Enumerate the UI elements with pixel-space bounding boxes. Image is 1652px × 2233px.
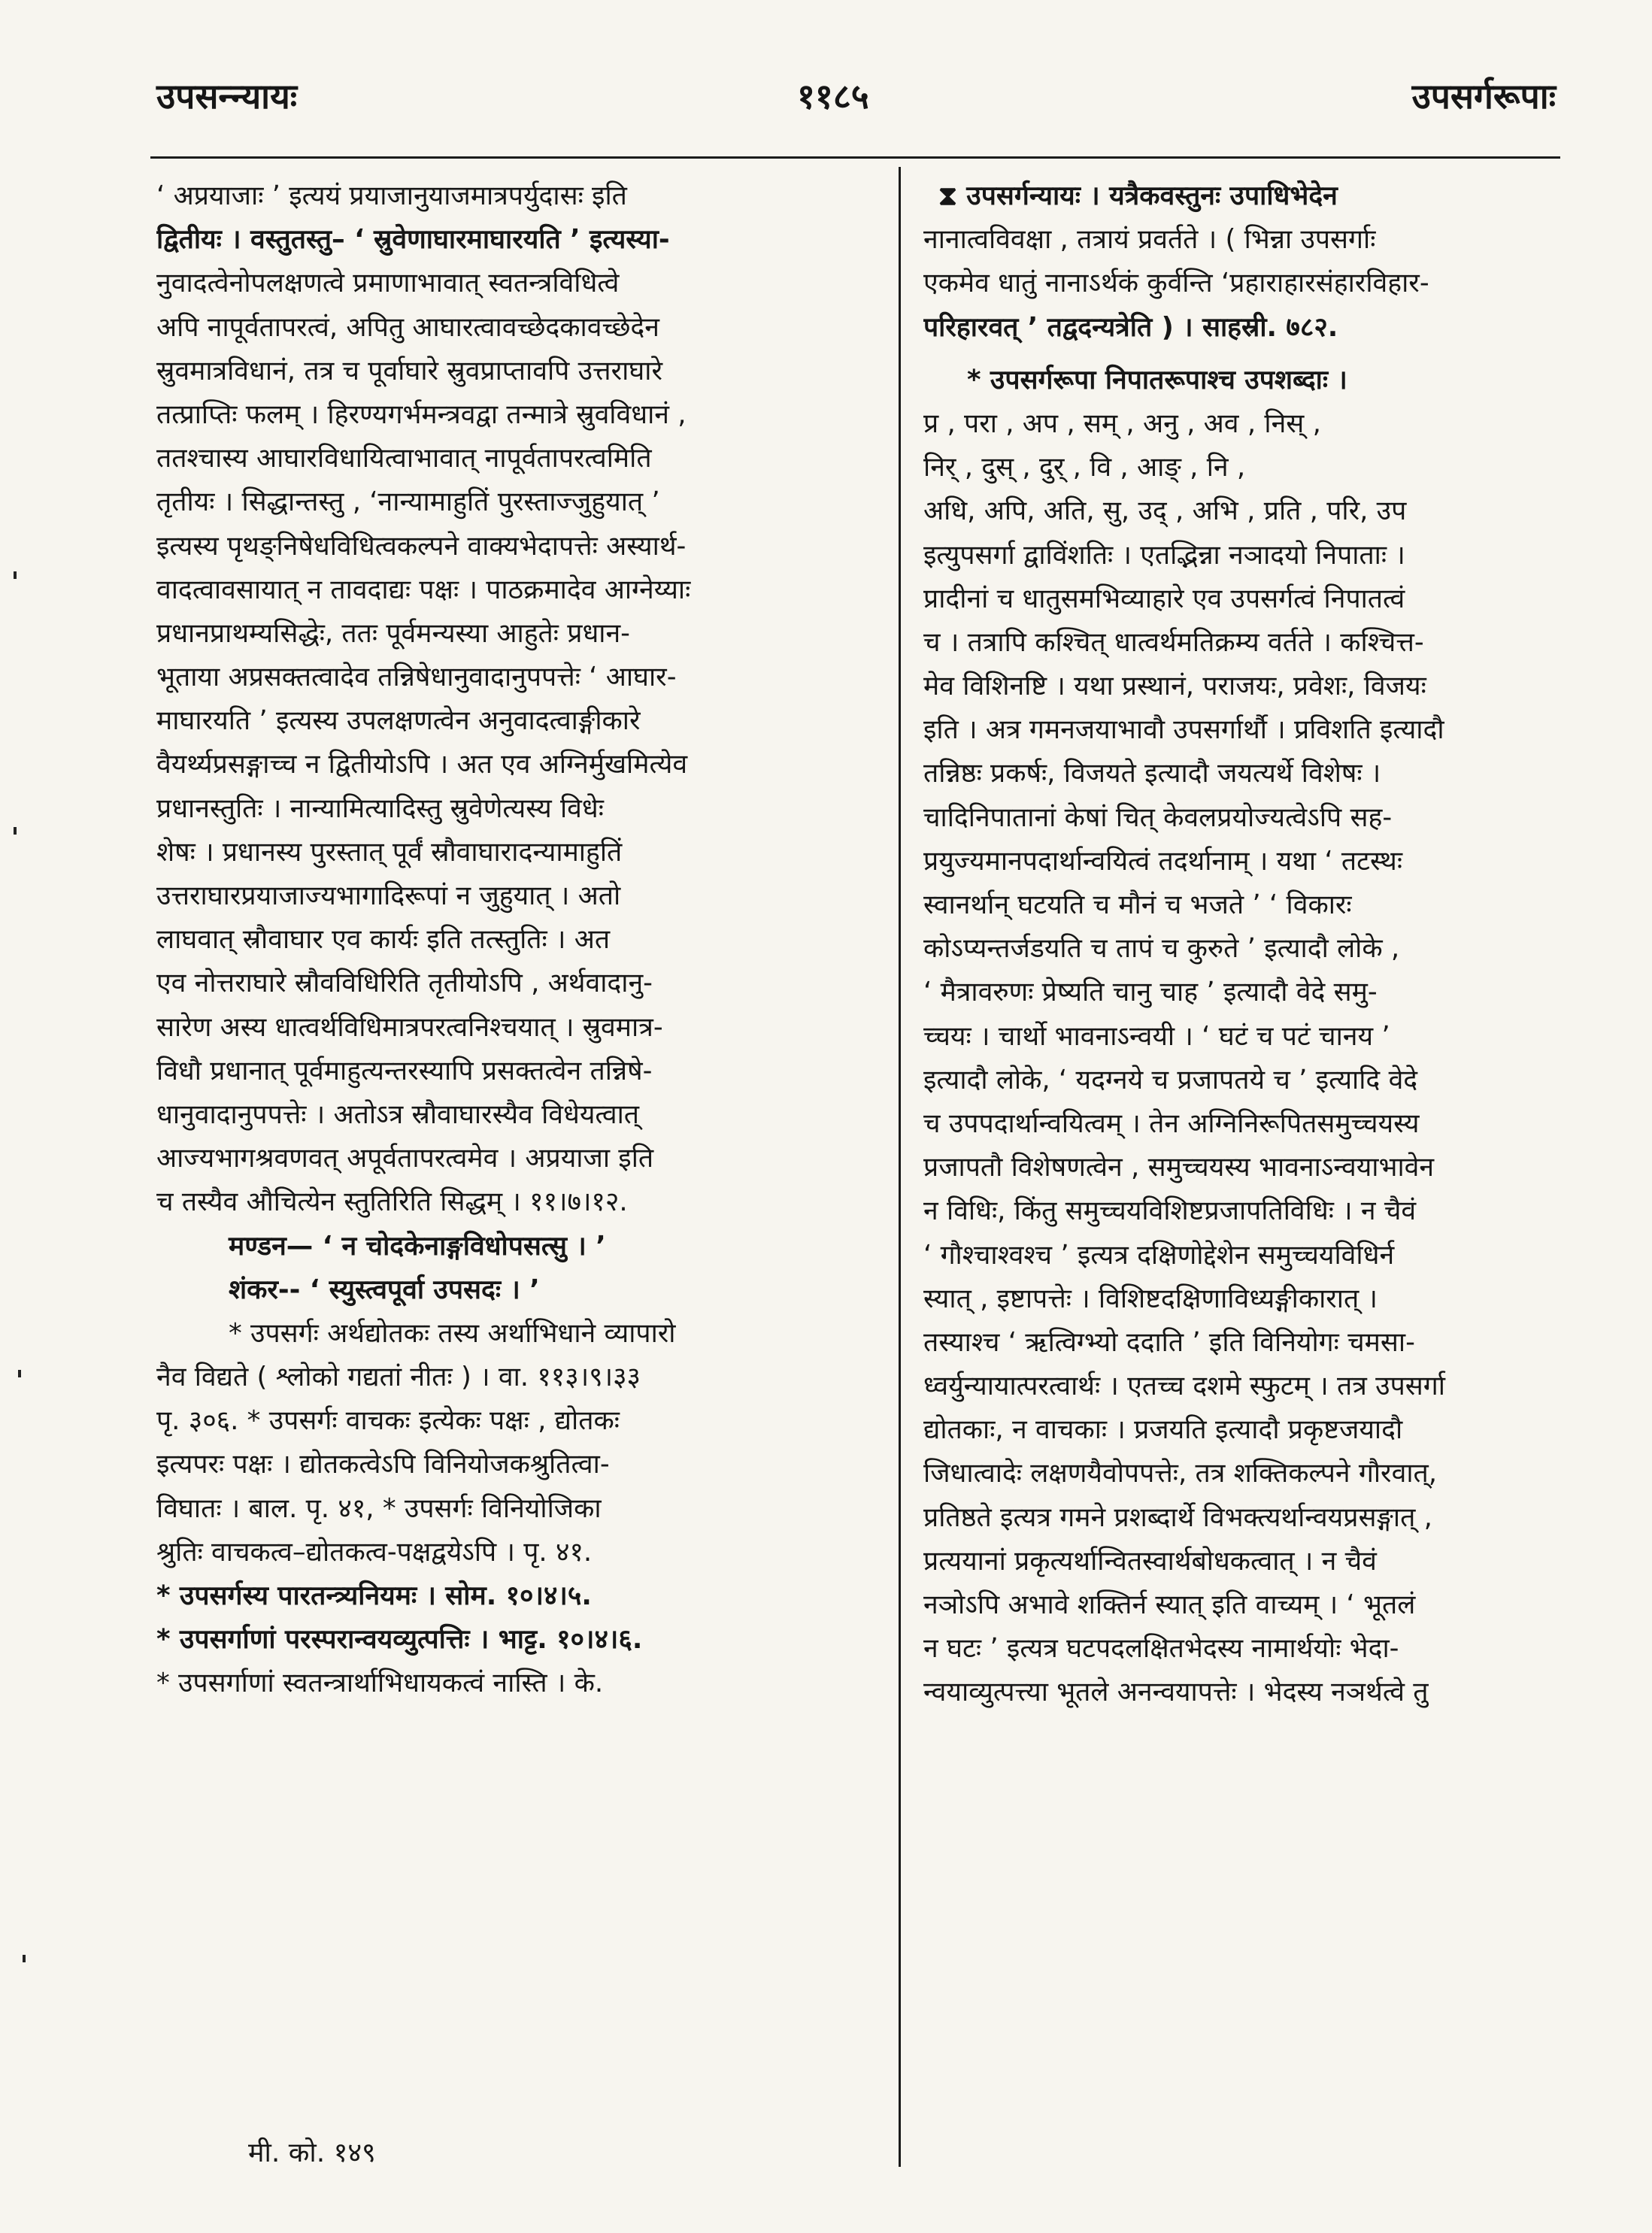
text-line: तस्याश्च ‘ ऋत्विग्भ्यो ददाति ’ इति विनियोगः चमसा-	[923, 1326, 1415, 1358]
margin-speck	[23, 1955, 26, 1962]
text-line: शेषः । प्रधानस्य पुरस्तात् पूर्वं स्रौवाघारादन्यामाहुतिं	[156, 836, 623, 868]
text-line: प्रादीनां च धातुसमभिव्याहारे एव उपसर्गत्वं निपातत्वं	[923, 583, 1405, 614]
text-line: * उपसर्गाणां स्वतन्त्रार्थाभिधायकत्वं नास्ति । के.	[156, 1668, 604, 1699]
text-line: नञोऽपि अभावे शक्तिर्न स्यात् इति वाच्यम् । ‘ भूतलं	[923, 1589, 1416, 1620]
text-line: निर् , दुस् , दुर् , वि , आङ् , नि ,	[923, 452, 1246, 483]
text-line: माघारयति ’ इत्यस्य उपलक्षणत्वेन अनुवादत्वाङ्गीकारे	[156, 705, 641, 737]
column-divider	[899, 167, 901, 2167]
text-line: धानुवादानुपपत्तेः । अतोऽत्र स्रौवाघारस्यैव विधेयत्वात्	[156, 1098, 639, 1130]
text-line: श्रुतिः वाचकत्व–द्योतकत्व-पक्षद्वयेऽपि । पृ. ४१.	[156, 1536, 593, 1568]
header-rule	[150, 156, 1560, 159]
text-line: च्चयः । चार्थो भावनाऽन्वयी । ‘ घटं च पटं चानय ’	[923, 1020, 1390, 1052]
text-line: शंकर-- ‘ स्युस्त्वपूर्वा उपसदः । ’	[229, 1274, 540, 1305]
text-line: प्र , परा , अप , सम् , अनु , अव , निस् ,	[923, 408, 1321, 439]
text-line: प्रयुज्यमानपदार्थान्वयित्वं तदर्थानाम् । यथा ‘ तटस्थः	[923, 845, 1402, 877]
text-line: इत्यस्य पृथङ्निषेधविधित्वकल्पने वाक्यभेदापत्तेः अस्यार्थ-	[156, 530, 687, 562]
text-line: उत्तराघारप्रयाजाज्यभागादिरूपां न जुहुयात् । अतो	[156, 880, 621, 911]
text-line: वादत्वावसायात् न तावदाद्यः पक्षः । पाठक्रमादेव आग्नेय्याः	[156, 574, 691, 605]
running-head-left: उपसन्न्यायः	[156, 76, 298, 117]
text-line: परिहारवत् ’ तद्वदन्यत्रेति ) । साहस्री. ७८२.	[923, 311, 1338, 343]
text-line: तन्निष्ठः प्रकर्षः, विजयते इत्यादौ जयत्यर्थे विशेषः ।	[923, 758, 1381, 789]
text-line: न घटः ’ इत्यत्र घटपदलक्षितभेदस्य नामार्थयोः भेदा-	[923, 1633, 1399, 1665]
text-line: सारेण अस्य धात्वर्थविधिमात्रपरत्वनिश्चयात् । स्रुवमात्र-	[156, 1011, 663, 1043]
text-line: * उपसर्गाणां परस्परान्वयव्युत्पत्तिः । भाट्ट. १०।४।६.	[156, 1624, 643, 1656]
text-line: भूताया अप्रसक्तत्वादेव तन्निषेधानुवादानुपपत्तेः ‘ आघार-	[156, 662, 677, 693]
text-line: आज्यभागश्रवणवत् अपूर्वतापरत्वमेव । अप्रयाजा इति	[156, 1143, 654, 1174]
text-line: इत्युपसर्गा द्वाविंशतिः । एतद्भिन्ना नञादयो निपाताः ।	[923, 539, 1405, 571]
text-line: नैव विद्यते ( श्लोको गद्यतां नीतः ) । वा. ११३।९।३३	[156, 1362, 641, 1393]
text-line: न्वयाव्युत्पत्त्या भूतले अनन्वयापत्तेः । भेदस्य नञर्थत्वे तु	[923, 1677, 1429, 1708]
text-line: * उपसर्गः अर्थद्योतकः तस्य अर्थाभिधाने व्यापारो	[229, 1317, 676, 1349]
text-line: जिधात्वादेः लक्षणयैवोपपत्तेः, तत्र शक्तिकल्पने गौरवात्,	[923, 1458, 1438, 1489]
text-line: लाघवात् स्रौवाघार एव कार्यः इति तत्स्तुतिः । अत	[156, 924, 611, 956]
running-head-right: उपसर्गरूपाः	[1411, 76, 1556, 117]
text-line: प्रधानस्तुतिः । नान्यामित्यादिस्तु स्रुवेणेत्यस्य विधेः	[156, 792, 604, 824]
text-line: प्रजापतौ विशेषणत्वेन , समुच्चयस्य भावनाऽन्वयाभावेन	[923, 1152, 1435, 1183]
text-line: नुवादत्वेनोपलक्षणत्वे प्रमाणाभावात् स्वतन्त्रविधित्वे	[156, 268, 620, 299]
text-line: ध्वर्युन्यायात्परत्वार्थः । एतच्च दशमे स्फुटम् । तत्र उपसर्गा	[923, 1371, 1445, 1402]
text-line: न विधिः, किंतु समुच्चयविशिष्टप्रजापतिविधिः । न चैवं	[923, 1195, 1417, 1227]
text-line: * उपसर्गस्य पारतन्त्र्यनियमः । सोम. १०।४।५.	[156, 1580, 592, 1611]
text-line: प्रधानप्राथम्यसिद्धेः, ततः पूर्वमन्यस्या आहुतेः प्रधान-	[156, 617, 630, 649]
margin-speck	[14, 571, 17, 579]
text-line: प्रतिष्ठते इत्यत्र गमने प्रशब्दार्थे विभक्त्यर्थान्वयप्रसङ्गात् ,	[923, 1501, 1432, 1533]
text-line: मण्डन— ‘ न चोदकेनाङ्गविधोपसत्सु । ’	[229, 1230, 606, 1262]
text-line: कोऽप्यन्तर्जडयति च तापं च कुरुते ’ इत्यादौ लोके ,	[923, 933, 1400, 965]
right-column	[923, 174, 1564, 1715]
text-line: * उपसर्गरूपा निपातरूपाश्च उपशब्दाः ।	[967, 364, 1347, 395]
text-line: चादिनिपातानां केषां चित् केवलप्रयोज्यत्वेऽपि सह-	[923, 801, 1393, 833]
text-line: ‘ गौश्चाश्वश्च ’ इत्यत्र दक्षिणोद्देशेन समुच्चयविधिर्न	[923, 1239, 1395, 1271]
margin-speck	[18, 1370, 21, 1377]
text-line: वैयर्थ्यप्रसङ्गाच्च न द्वितीयोऽपि । अत एव अग्निर्मुखमित्येव	[156, 749, 688, 780]
text-line: मेव विशिनष्टि । यथा प्रस्थानं, पराजयः, प्रवेशः, विजयः	[923, 671, 1426, 702]
text-line: नानात्वविवक्षा , तत्रायं प्रवर्तते । ( भिन्ना उपसर्गाः	[923, 224, 1376, 256]
text-line: स्वानर्थान् घटयति च मौनं च भजते ’ ‘ विकारः	[923, 889, 1352, 920]
text-line: अधि, अपि, अति, सु, उद् , अभि , प्रति , परि, उप	[923, 495, 1407, 527]
signature-mark: मी. को. १४९	[248, 2138, 376, 2168]
text-line: इत्यादौ लोके, ‘ यदग्नये च प्रजापतये च ’ इत्यादि वेदे	[923, 1064, 1418, 1095]
text-line: विधौ प्रधानात् पूर्वमाहुत्यन्तरस्यापि प्रसक्तत्वेन तन्निषे-	[156, 1055, 653, 1086]
text-line: प्रत्ययानां प्रकृत्यर्थान्वितस्वार्थबोधकत्वात् । न चैवं	[923, 1545, 1377, 1577]
text-line: द्वितीयः । वस्तुतस्तु– ‘ स्रुवेणाघारमाघारयति ’ इत्यस्या-	[156, 224, 670, 256]
text-line: तृतीयः । सिद्धान्तस्तु , ‘नान्यामाहुतिं पुरस्ताज्जुहुयात् ’	[156, 486, 660, 518]
text-line: ⧗ उपसर्गन्यायः । यत्रैकवस्तुनः उपाधिभेदेन	[938, 180, 1338, 211]
text-line: च । तत्रापि कश्चित् धात्वर्थमतिक्रम्य वर्तते । कश्चित्त-	[923, 626, 1424, 658]
text-line: इति । अत्र गमनजयाभावौ उपसर्गार्थौ । प्रविशति इत्यादौ	[923, 714, 1444, 746]
text-line: इत्यपरः पक्षः । द्योतकत्वेऽपि विनियोजकश्रुतित्वा-	[156, 1449, 610, 1480]
text-line: अपि नापूर्वतापरत्वं, अपितु आघारत्वावच्छेदकावच्छेदेन	[156, 311, 659, 343]
text-line: स्यात् , इष्टापत्तेः । विशिष्टदक्षिणाविध्यङ्गीकारात् ।	[923, 1283, 1378, 1314]
text-line: च तस्यैव औचित्येन स्तुतिरिति सिद्धम् । ११।७।१२.	[156, 1186, 628, 1218]
text-line: एकमेव धातुं नानाऽर्थकं कुर्वन्ति ‘प्रहाराहारसंहारविहार-	[923, 268, 1429, 299]
text-line: ‘ मैत्रावरुणः प्रेष्यति चानु चाह ’ इत्यादौ वेदे समु-	[923, 977, 1378, 1008]
text-line: ‘ अप्रयाजाः ’ इत्ययं प्रयाजानुयाजमात्रपर्युदासः इति	[156, 180, 627, 211]
text-line: तत्प्राप्तिः फलम् । हिरण्यगर्भमन्त्रवद्वा तन्मात्रे स्रुवविधानं ,	[156, 398, 687, 430]
text-line: द्योतकाः, न वाचकाः । प्रजयति इत्यादौ प्रकृष्टजयादौ	[923, 1414, 1403, 1446]
text-line: स्रुवमात्रविधानं, तत्र च पूर्वाघारे स्रुवप्राप्तावपि उत्तराघारे	[156, 355, 662, 386]
text-line: विघातः । बाल. पृ. ४१, * उपसर्गः विनियोजिका	[156, 1492, 602, 1524]
left-column	[156, 174, 863, 1706]
text-line: ततश्चास्य आघारविधायित्वाभावात् नापूर्वतापरत्वमिति	[156, 443, 652, 474]
text-line: च उपपदार्थान्वयित्वम् । तेन अग्निनिरूपितसमुच्चयस्य	[923, 1107, 1420, 1139]
text-line: एव नोत्तराघारे स्रौवविधिरिति तृतीयोऽपि , अर्थवादानु-	[156, 968, 653, 999]
text-line: पृ. ३०६. * उपसर्गः वाचकः इत्येकः पक्षः , द्योतकः	[156, 1405, 620, 1437]
page-number: ११८५	[797, 76, 869, 117]
margin-speck	[14, 827, 17, 835]
